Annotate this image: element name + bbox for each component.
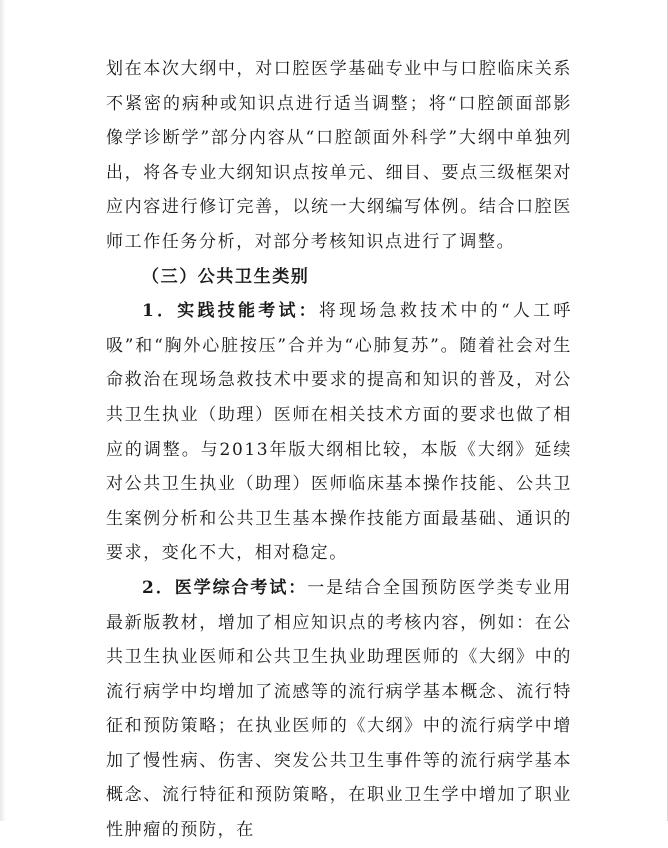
item2-text: 一是结合全国预防医学类专业用最新版教材，增加了相应知识点的考核内容，例如：在公共卫生执业医师和公共卫生执业助理医师的《大纲》中的流行病学中均增加了流感等的流行病学基本概念、流行特征和预防策略；在执业医师的《大纲》中的流行病学中增加了慢性病、伤害、突发公共卫生事件等的流行病学基本概念、流行特征和预防策略，在职业卫生学中增加了职业性肿瘤的预防，在 (106, 577, 572, 841)
item1-lead: 1．实践技能考试： (142, 301, 319, 322)
paragraph-practical-skills (106, 294, 572, 571)
paragraph-medical-comprehensive (106, 571, 572, 848)
item1-text: 将现场急救技术中的“人工呼吸”和“胸外心脏按压”合并为“心肺复苏”。随着社会对生命救治在现场急救技术中要求的提高和知识的普及，对公共卫生执业（助理）医师在相关技术方面的要求也做了相应的调整。与2013年版大纲相比较，本版《大纲》延续对公共卫生执业（助理）医师临床基本操作技能、公共卫生案例分析和公共卫生基本操作技能方面最基础、通识的要求，变化不大，相对稳定。 (106, 301, 572, 564)
page-left-shadow (0, 0, 6, 821)
section-heading: （三）公共卫生类别 (142, 266, 310, 287)
paragraph-continued: 划在本次大纲中，对口腔医学基础专业中与口腔临床关系不紧密的病种或知识点进行适当调整；将“口腔颌面部影像学诊断学”部分内容从“口腔颌面外科学”大纲中单独列出，将各专业大纲知识点按单元、细目、要点三级框架对应内容进行修订完善，以统一大纲编写体例。结合口腔医师工作任务分析，对部分考核知识点进行了调整。 (106, 59, 572, 252)
document-body (106, 52, 572, 848)
item2-lead: 2．医学综合考试： (142, 577, 308, 598)
